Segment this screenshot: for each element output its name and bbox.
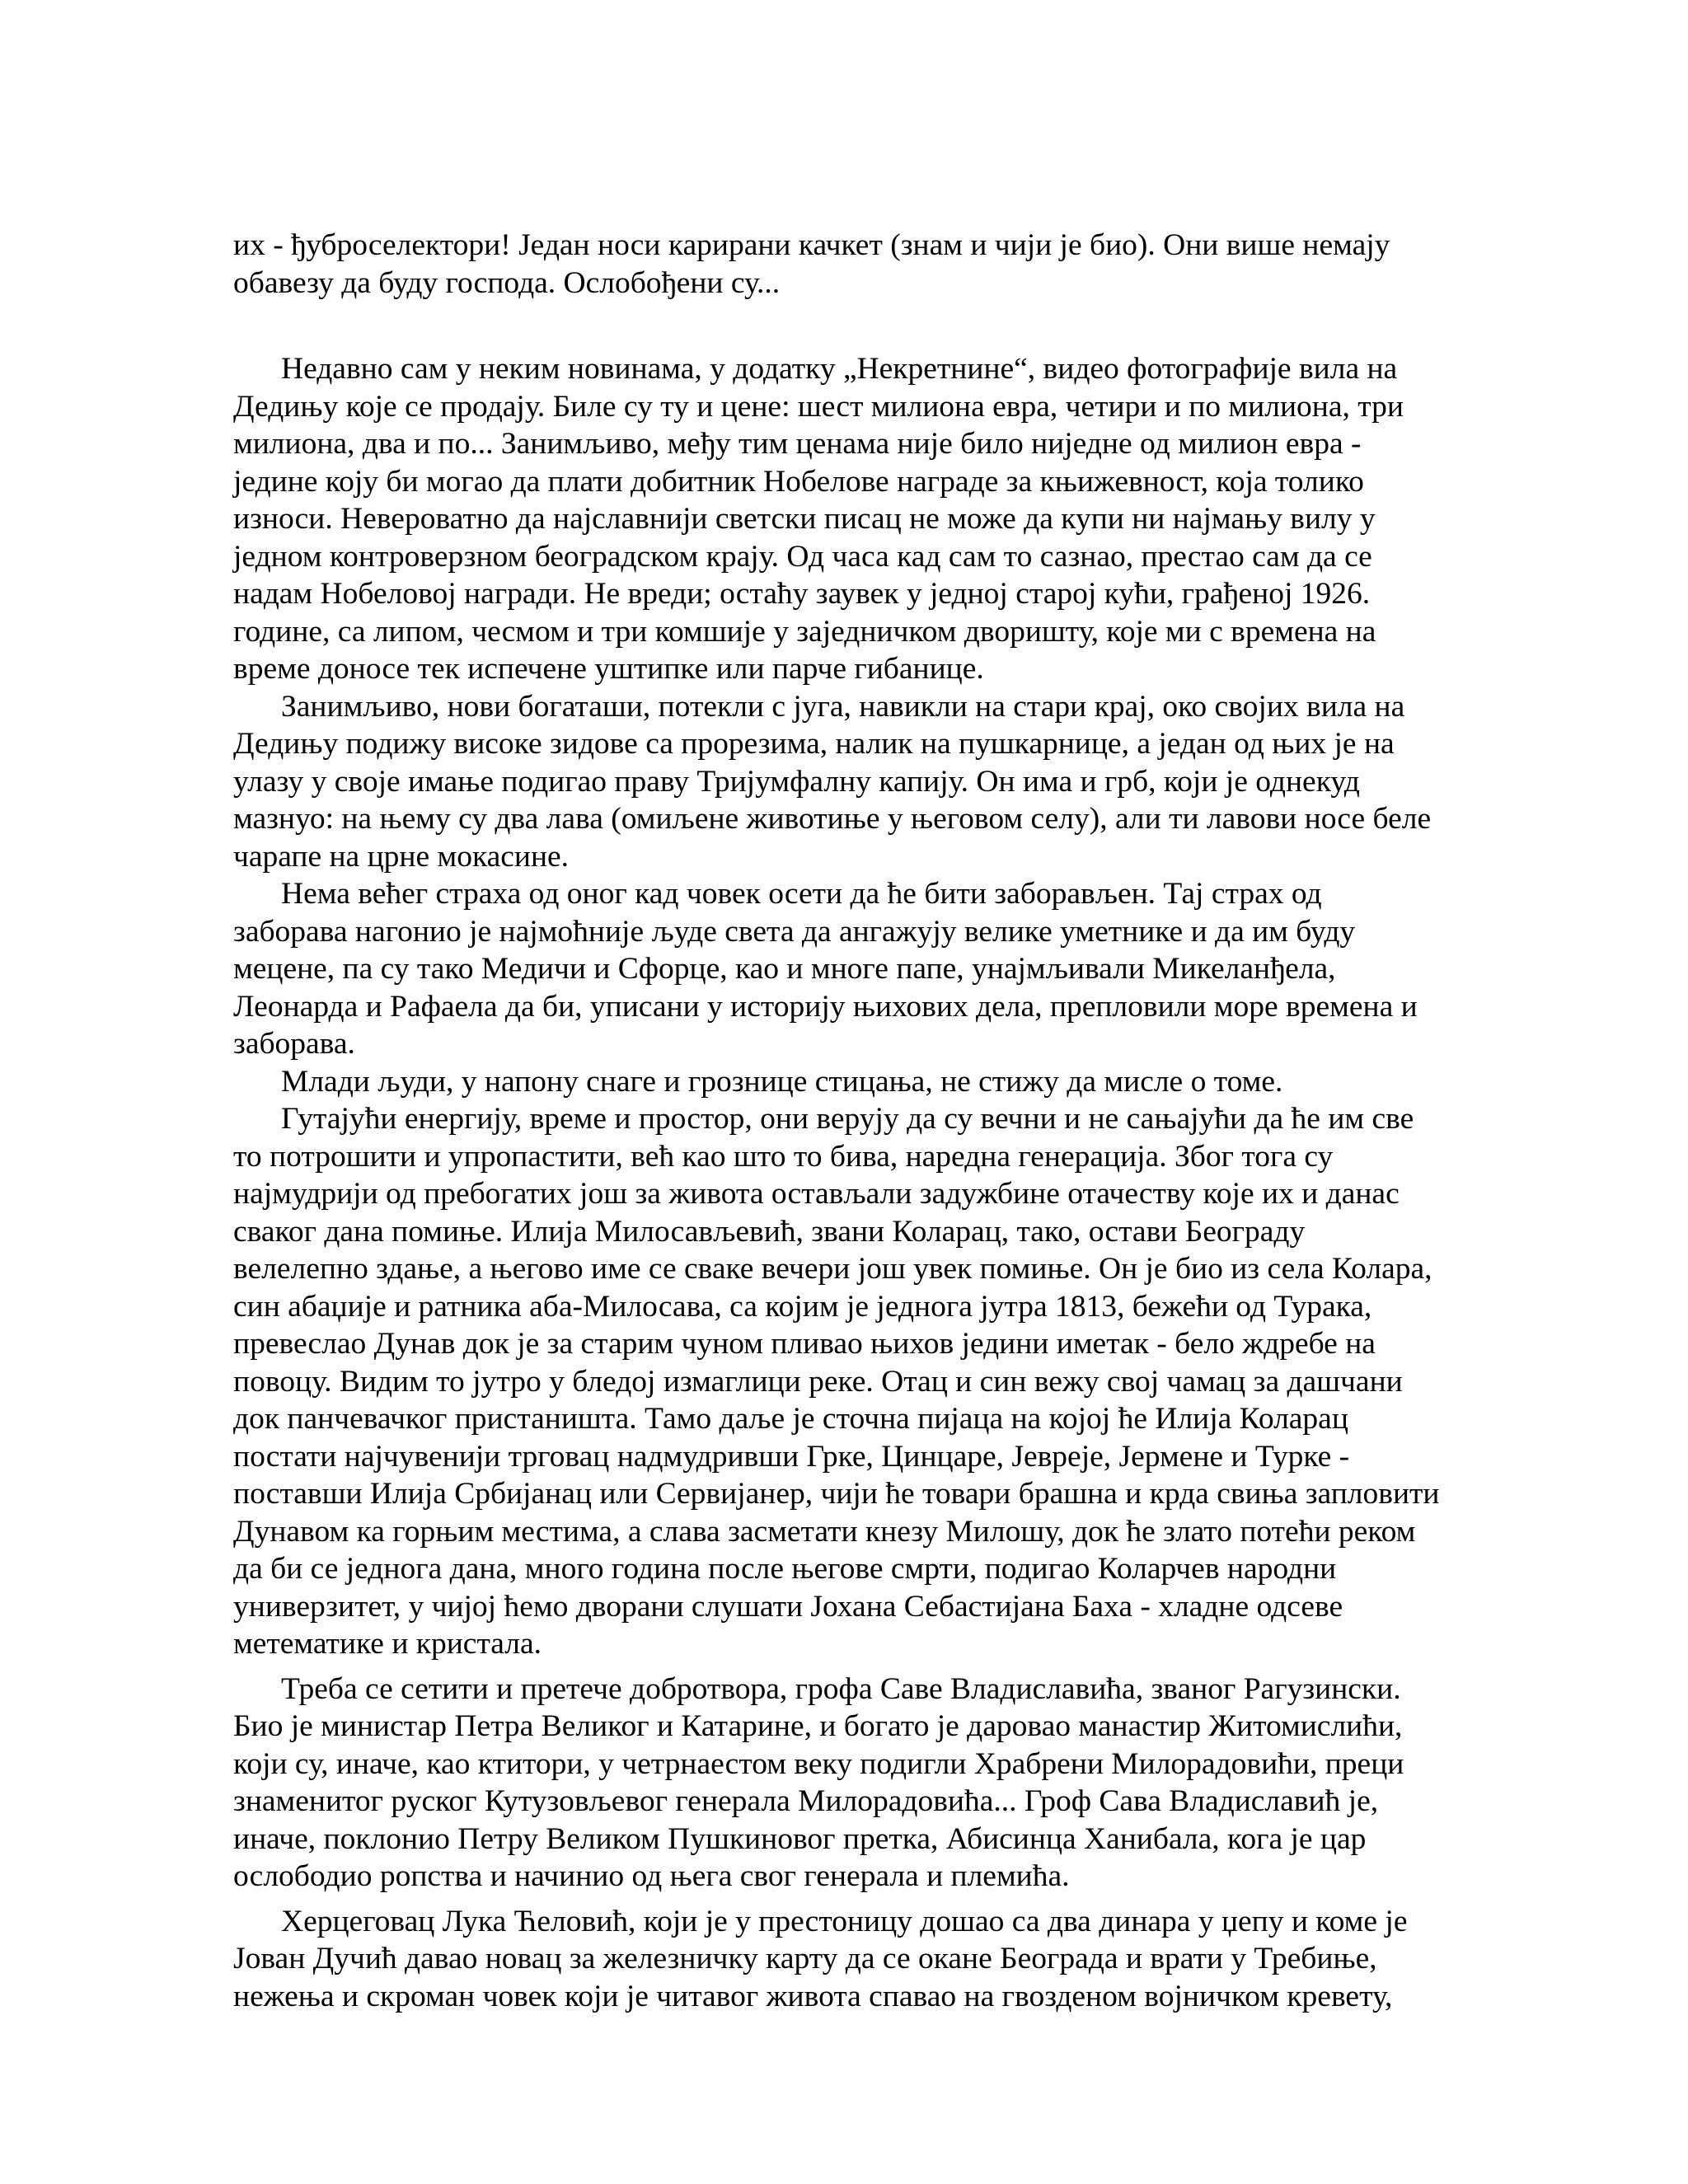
text-line: износи. Невероватно да најславнији светски писац не може да купи ни најмању вилу у (233, 502, 1376, 536)
text-line: Гутајући енергију, време и простор, они верују да су вечни и не сањајући да ће им све (281, 1102, 1414, 1136)
text-line: Дунавом ка горњим местима, а слава засметати кнезу Милошу, док ће злато потећи реком (233, 1514, 1416, 1549)
text-line: Недавно сам у неким новинама, у додатку „Некретнине“, видео фотографије вила на (281, 352, 1398, 386)
text-line: Дедињу које се продају. Биле су ту и цене: шест милиона евра, четири и по милиона, три (233, 389, 1404, 424)
text-line: Дедињу подижу високе зидове са прорезима, налик на пушкарнице, а један од њих је на (233, 727, 1395, 761)
text-line: чарапе на црне мокасине. (233, 839, 570, 874)
text-line: знаменитог руског Кутузовљевог генерала Милорадовића... Гроф Сава Владиславић је, (233, 1784, 1379, 1818)
text-line: постати најчувенији трговац надмудривши Грке, Цинцаре, Јевреје, Јермене и Турке - (233, 1439, 1350, 1474)
paragraph-gap (233, 1663, 1507, 1671)
paragraph-6 (233, 1100, 1507, 1663)
text-line: заборава. (233, 1027, 355, 1061)
text-line: мецене, па су тако Медичи и Сфорце, као и многе папе, унајмљивали Микеланђела, (233, 952, 1336, 986)
text-line: Херцеговац Лука Ћеловић, који је у престоницу дошао са два динара у џепу и коме је (281, 1904, 1408, 1938)
text-line: време доносе тек испечене уштипке или парче гибанице. (233, 652, 984, 686)
document-page (233, 227, 1507, 2015)
text-line: нежења и скроман човек који је читавог живота спавао на гвозденом војничком кревету, (233, 1979, 1393, 2013)
text-line: Млади људи, у напону снаге и грознице стицања, не стижу да мисле о томе. (281, 1064, 1283, 1099)
text-line: док панчевачког пристаништа. Тамо даље је сточна пијаца на којој ће Илија Коларац (233, 1402, 1348, 1436)
text-line: обавезу да буду господа. Ослобођени су... (233, 265, 781, 300)
text-line: Нема већег страха од оног кад човек осети да ће бити заборављен. Тај страх од (281, 877, 1322, 911)
text-line: да би се једнога дана, много година после његове смрти, подигао Коларчев народни (233, 1552, 1337, 1586)
text-line: најмудрији од пребогатих још за живота остављали задужбине отачеству које их и данас (233, 1177, 1400, 1211)
text-line: велелепно здање, а његово име се сваке вечери још увек помиње. Он је био из села Колара, (233, 1252, 1432, 1286)
paragraph-2 (233, 350, 1507, 688)
paragraph-8 (233, 1903, 1507, 2016)
text-line: надам Нобеловој награди. Не вреди; остаћу заувек у једној старој кући, грађеној 1926. (233, 577, 1371, 611)
text-line: их - ђуброселектори! Један носи карирани качкет (знам и чији је био). Они више немају (233, 228, 1390, 262)
text-line: сваког дана помиње. Илија Милосављевић, звани Коларац, тако, остави Београду (233, 1214, 1306, 1249)
text-line: поставши Илија Србијанац или Сервијанер, чији ће товари брашна и крда свиња запловити (233, 1477, 1440, 1511)
paragraph-3 (233, 688, 1507, 876)
paragraph-1 (233, 227, 1507, 302)
paragraph-5 (233, 1063, 1507, 1101)
text-line: Јован Дучић давао новац за железничку карту да се окане Београда и врати у Требиње, (233, 1942, 1377, 1975)
text-line: заборава нагонио је најмоћније људе света да ангажују велике уметнике и да им буду (233, 914, 1356, 949)
text-line: превеслао Дунав док је за старим чуном пливао њихов једини иметак - бело ждребе на (233, 1327, 1376, 1361)
text-line: Леонарда и Рафаела да би, уписани у историју њихових дела, препловили море времена и (233, 989, 1418, 1024)
text-line: улазу у своје имање подигао праву Тријумфалну капију. Он има и грб, који је однекуд (233, 764, 1360, 799)
text-line: једном контроверзном београдском крају. Од часа кад сам то сазнао, престао сам да се (233, 539, 1372, 574)
text-line: Занимљиво, нови богаташи, потекли с југа, навикли на стари крај, око својих вила на (281, 689, 1405, 724)
text-line: који су, иначе, као ктитори, у четрнаестом веку подигли Храбрени Милорадовићи, преци (233, 1746, 1404, 1781)
paragraph-7 (233, 1671, 1507, 1896)
text-line: син абаџије и ратника аба-Милосава, са којим је једнога јутра 1813, бежећи од Турака, (233, 1289, 1372, 1324)
paragraph-4 (233, 875, 1507, 1063)
text-line: милиона, два и по... Занимљиво, међу тим ценама није било ниједне од милион евра - (233, 427, 1362, 461)
text-line: повоцу. Видим то јутро у бледој измаглици реке. Отац и син вежу свој чамац за дашчани (233, 1364, 1403, 1399)
paragraph-gap (233, 302, 1507, 350)
text-line: године, са липом, чесмом и три комшије у заједничком дворишту, које ми с времена на (233, 614, 1376, 649)
text-line: мазнуо: на њему су два лава (омиљене животиње у његовом селу), али ти лавови носе беле (233, 802, 1432, 836)
text-line: универзитет, у чијој ћемо дворани слушати Јохана Себастијана Баха - хладне одсеве (233, 1589, 1343, 1624)
text-line: ослободио ропства и начинио од њега свог генерала и племића. (233, 1859, 1070, 1893)
paragraph-gap (233, 1896, 1507, 1903)
text-line: Био је министар Петра Великог и Катарине, и богато је даровао манастир Житомислићи, (233, 1709, 1403, 1743)
text-line: то потрошити и упропастити, већ као што то бива, наредна генерација. Због тога су (233, 1139, 1334, 1174)
text-line: Треба се сетити и претече добротвора, грофа Саве Владиславића, званог Рагузински. (281, 1671, 1401, 1706)
text-line: иначе, поклонио Петру Великом Пушкиновог претка, Абисинца Ханибала, кога је цар (233, 1821, 1367, 1856)
text-line: метематике и кристала. (233, 1627, 542, 1661)
text-line: једине коју би могао да плати добитник Нобелове награде за књижевност, која толико (233, 464, 1364, 499)
